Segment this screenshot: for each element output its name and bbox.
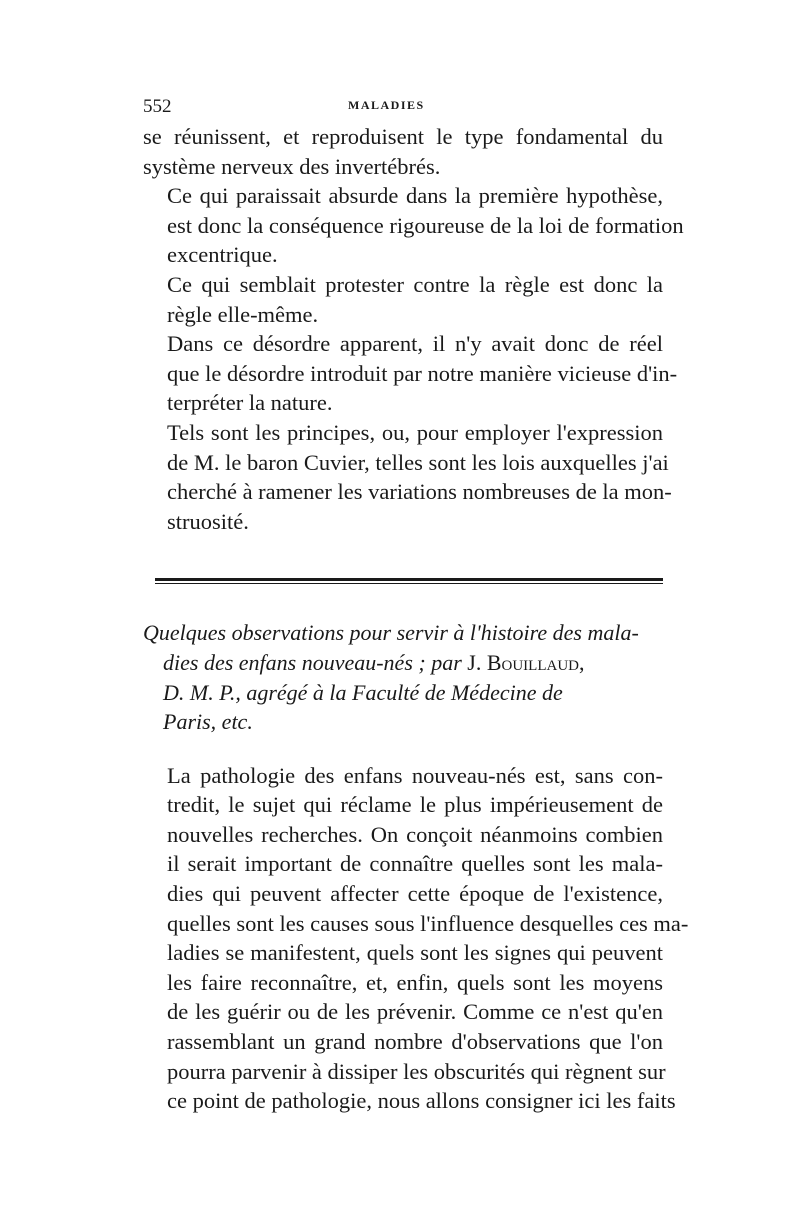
text-line: Dans ce désordre apparent, il n'y avait donc de réel — [167, 331, 663, 357]
separator-thick-rule — [155, 578, 663, 581]
text-line: Tels sont les principes, ou, pour employer l'expression — [167, 419, 663, 445]
running-title: MALADIES — [348, 98, 425, 112]
text-line: ce point de pathologie, nous allons consigner ici les faits — [167, 1088, 676, 1114]
section-conclusion — [143, 122, 684, 536]
text-line: La pathologie des enfans nouveau-nés est, sans con- — [167, 762, 663, 788]
text-line: il serait important de connaître quelles sont les mala- — [167, 851, 663, 877]
text-line: terpréter la nature. — [167, 390, 333, 416]
text-line: dies qui peuvent affecter cette époque de l'existence, — [167, 881, 663, 907]
section-separator — [155, 578, 663, 584]
text-line: Ce qui paraissait absurde dans la première hypothèse, — [167, 183, 663, 209]
page-number: 552 — [143, 96, 172, 117]
text-line: se réunissent, et reproduisent le type fondamental du — [143, 124, 663, 149]
text-line: cherché à ramener les variations nombreuses de la mon- — [167, 479, 672, 505]
text-line: ladies se manifestent, quels sont les signes qui peuvent — [167, 940, 663, 966]
paragraph — [143, 329, 678, 418]
text-line: que le désordre introduit par notre manière vicieuse d'in- — [167, 360, 678, 386]
text-line: système nerveux des invertébrés. — [143, 153, 441, 179]
text-line: tredit, le sujet qui réclame le plus impérieusement de — [167, 792, 663, 818]
title-line: Quelques observations pour servir à l'histoire des mala- — [143, 620, 639, 646]
title-line — [143, 648, 663, 678]
article-body — [143, 761, 689, 1116]
title-line: Paris, etc. — [163, 709, 253, 735]
book-page — [143, 96, 689, 1116]
text-line: pourra parvenir à dissiper les obscurités qui règnent sur — [167, 1058, 666, 1084]
text-line: struosité. — [167, 508, 249, 534]
title-line: D. M. P., agrégé à la Faculté de Médecine de — [163, 679, 563, 705]
text-line: de les guérir ou de les prévenir. Comme ce n'est qu'en — [167, 999, 663, 1025]
text-line: Ce qui semblait protester contre la règle est donc la — [167, 271, 663, 297]
article-author: J. Bouillaud, — [467, 649, 585, 675]
text-line: quelles sont les causes sous l'influence desquelles ces ma- — [167, 910, 689, 936]
paragraph — [143, 418, 672, 536]
text-line: nouvelles recherches. On conçoit néanmoins combien — [167, 821, 663, 847]
paragraph — [143, 270, 663, 329]
paragraph — [143, 181, 684, 270]
text-line: rassemblant un grand nombre d'observations que l'on — [167, 1029, 663, 1055]
text-line: excentrique. — [167, 242, 278, 268]
text-line: est donc la conséquence rigoureuse de la loi de formation — [167, 212, 684, 238]
text-line: les faire reconnaître, et, enfin, quels sont les moyens — [167, 969, 663, 995]
running-head — [143, 96, 663, 122]
article-title — [143, 618, 663, 736]
title-line-text: dies des enfans nouveau-nés ; par — [163, 649, 462, 675]
separator-thin-rule — [155, 583, 663, 584]
paragraph — [143, 122, 663, 181]
text-line: règle elle-même. — [167, 301, 319, 327]
text-line: de M. le baron Cuvier, telles sont les lois auxquelles j'ai — [167, 449, 669, 475]
